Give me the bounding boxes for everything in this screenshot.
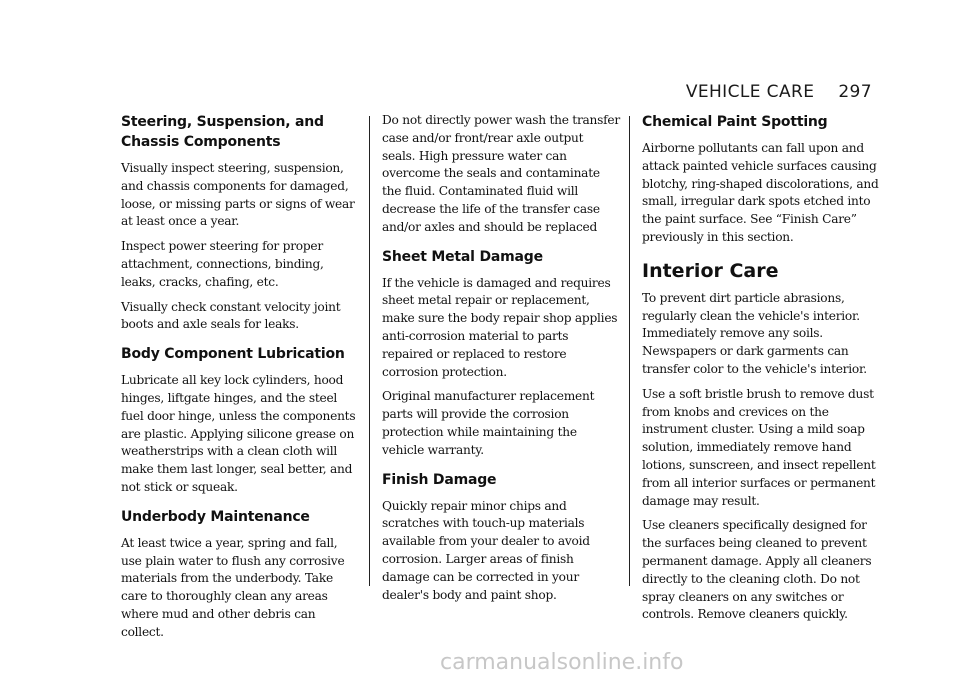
paragraph: To prevent dirt particle abrasions, regularly clean the vehicle's interior. Immediately remove any soils. Newspapers or dark garments can transfer color to the vehicle's interior. [642, 290, 867, 376]
paragraph: If the vehicle is damaged and requires sheet metal repair or replacement, make sure the body repair shop applies anti-corrosion material to parts repaired or replaced to restore corrosion protection. [382, 275, 618, 379]
paragraph: Visually inspect steering, suspension, and chassis components for damaged, loose, or missing parts or signs of wear at least once a year. [121, 161, 355, 229]
paragraph: Do not directly power wash the transfer case and/or front/rear axle output seals. High pressure water can overcome the seals and contaminate the fluid. Contaminated fluid will decrease the life of the transfer case and/or axles and should be replaced [382, 113, 620, 234]
heading-sheet-metal-damage: Sheet Metal Damage [382, 248, 543, 265]
section-title: VEHICLE CARE [685, 82, 815, 102]
heading-chemical-paint-spotting: Chemical Paint Spotting [642, 114, 828, 130]
column-3 [642, 112, 880, 631]
heading-underbody-maintenance: Underbody Maintenance [121, 508, 310, 525]
heading-interior-care: Interior Care [642, 259, 779, 282]
watermark: carmanualsonline.info [440, 650, 684, 675]
column-divider [629, 116, 630, 586]
paragraph: Inspect power steering for proper attachment, connections, binding, leaks, cracks, chafing, etc. [121, 239, 324, 289]
column-divider [369, 116, 370, 586]
paragraph: At least twice a year, spring and fall, use plain water to flush any corrosive materials from the underbody. Take care to thoroughly clean any areas where mud and other debris can collect. [121, 535, 345, 639]
heading-steering-suspension: Steering, Suspension, and Chassis Components [121, 114, 324, 150]
column-2 [382, 112, 620, 611]
paragraph: Quickly repair minor chips and scratches with touch-up materials available from your dealer to avoid corrosion. Larger areas of finish damage can be corrected in your dealer's body and paint shop. [382, 498, 590, 602]
paragraph: Use cleaners specifically designed for the surfaces being cleaned to prevent permanent damage. Apply all cleaners directly to the cleaning cloth. Do not spray cleaners on any switches or controls. Remove cleaners quickly. [642, 518, 872, 622]
running-header [686, 82, 872, 102]
heading-body-lubrication: Body Component Lubrication [121, 346, 345, 363]
paragraph: Visually check constant velocity joint boots and axle seals for leaks. [121, 299, 341, 332]
paragraph: Airborne pollutants can fall upon and attack painted vehicle surfaces causing blotchy, ring-shaped discolorations, and small, irregular dark spots etched into the paint surface. See “Finish Care” previously in this section. [642, 141, 879, 244]
paragraph: Original manufacturer replacement parts will provide the corrosion protection while maintaining the vehicle warranty. [382, 389, 595, 457]
paragraph: Lubricate all key lock cylinders, hood hinges, liftgate hinges, and the steel fuel door hinge, unless the components are plastic. Applying silicone grease on weatherstrips with a clean cloth will make them last longer, seal better, and not stick or squeak. [121, 373, 356, 494]
page-number: 297 [838, 82, 872, 102]
heading-finish-damage: Finish Damage [382, 471, 497, 488]
paragraph: Use a soft bristle brush to remove dust from knobs and crevices on the instrument cluster. Using a mild soap solution, immediately remove hand lotions, sunscreen, and insect repellent from all interior surfaces or permanent damage may result. [642, 386, 876, 508]
column-1 [121, 112, 359, 649]
